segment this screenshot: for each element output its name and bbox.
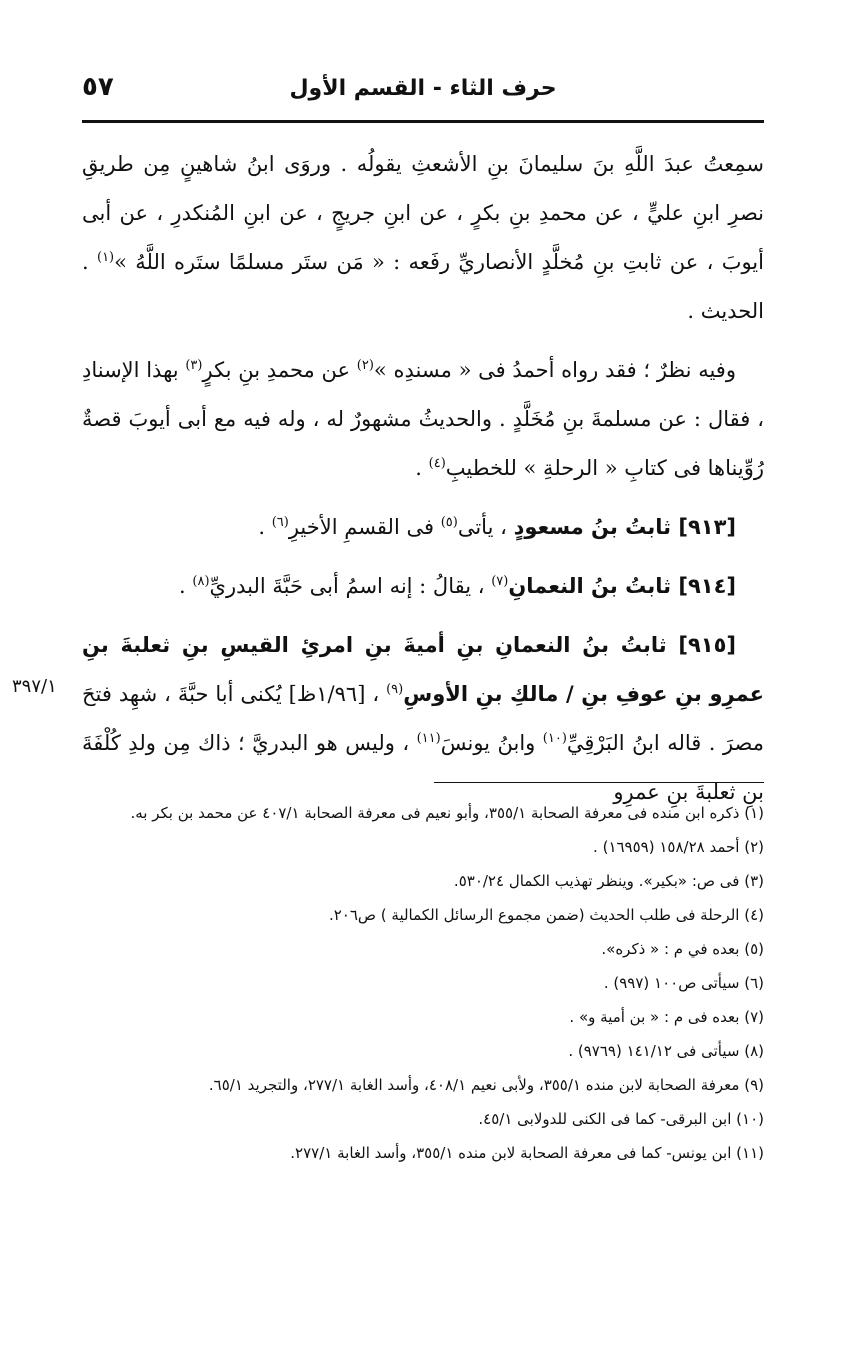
paragraph-1-text: سمِعتُ عبدَ اللَّهِ بنَ سليمانَ بنِ الأشعثِ يقولُه . وروَى ابنُ شاهينٍ مِن طريقِ نصرِ ابنِ عليٍّ ، عن محمدِ بنِ بكرٍ ، عن ابنِ جريجٍ ، عن ابنِ المُنكدرِ ، عن أبى أيوبَ ، عن ثابتِ بنِ مُخلَّدٍ الأنصاريِّ رفَعه : « مَن ستَر مسلمًا ستَره اللَّهُ » xyxy=(82,152,764,274)
entry-914-end: . xyxy=(179,574,193,598)
entry-915-text-c: ، وليس هو البدريَّ ؛ ذاك مِن ولدِ كُلْفَةَ بنِ ثعلبةَ بنِ عمرِو xyxy=(82,731,764,804)
footnote-ref-3: (٣) xyxy=(185,358,203,373)
footnotes xyxy=(82,796,764,1170)
paragraph-1-end: . الحديث . xyxy=(82,250,764,323)
entry-913-end: . xyxy=(258,515,272,539)
entry-915-text-b: وابنُ يونسَ xyxy=(440,731,543,755)
entry-914 xyxy=(82,562,764,611)
main-text xyxy=(82,140,764,817)
footnote-2: (٢) أحمد ١٥٨/٢٨ (١٦٩٥٩) . xyxy=(593,838,764,856)
paragraph-1 xyxy=(82,140,764,336)
footnote-11: (١١) ابن يونس- كما فى معرفة الصحابة لابن منده ٣٥٥/١، وأسد الغابة ٢٧٧/١. xyxy=(290,1144,764,1162)
footnote-1: (١) ذكره ابن منده فى معرفة الصحابة ٣٥٥/١، وأبو نعيم فى معرفة الصحابة ٤٠٧/١ عن محمد بن بكر به. xyxy=(130,804,764,822)
footnote-7: (٧) بعده فى م : « بن أمية و» . xyxy=(569,1008,764,1026)
running-title: حرف الثاء - القسم الأول xyxy=(289,76,557,101)
entry-915-title: [٩١٥] ثابتُ بنُ النعمانِ بنِ أميةَ بنِ امرئِ القيسِ بنِ ثعلبةَ بنِ عمرِو بنِ عوفِ بنِ / مالكِ بنِ الأوسِ xyxy=(82,633,764,706)
paragraph-2-text-c: بهذا الإسنادِ ، فقال : عن مسلمةَ بنِ مُخَلَّدٍ . والحديثُ مشهورٌ له ، وله فيه مع أبى أيوبَ قصةٌ رُوِّيناها فى كتابِ « الرحلةِ » للخطيبِ xyxy=(82,358,764,480)
footnote-ref-1: (١) xyxy=(96,250,115,265)
entry-913-title: [٩١٣] ثابتُ بنُ مسعودٍ xyxy=(513,515,736,539)
entry-915 xyxy=(82,621,764,817)
paragraph-2-text-a: وفيه نظرٌ ؛ فقد رواه أحمدُ فى « مسندِه » xyxy=(373,358,736,382)
footnote-10: (١٠) ابن البرقى- كما فى الكنى للدولابى ٤٥/١. xyxy=(478,1110,764,1128)
footnote-3: (٣) فى ص: «بكير». وينظر تهذيب الكمال ٥٣٠/٢٤. xyxy=(453,872,764,890)
footnote-5: (٥) بعده في م : « ذكره». xyxy=(601,940,764,958)
footnote-ref-7: (٧) xyxy=(491,574,509,589)
paragraph-2-text-b: عن محمدِ بنِ بكرٍ xyxy=(202,358,357,382)
entry-915-text-a: ، [١/٩٦ظ] يُكنى أبا حبَّةَ ، شهِد فتحَ مصرَ . قاله ابنُ البَرْقِيِّ xyxy=(82,682,764,755)
page-number: ٥٧ xyxy=(82,72,114,102)
footnote-ref-5: (٥) xyxy=(440,515,458,530)
footnote-8: (٨) سيأتى فى ١٤١/١٢ (٩٧٦٩) . xyxy=(568,1042,764,1060)
footnote-ref-4: (٤) xyxy=(428,456,446,471)
footnote-ref-8: (٨) xyxy=(192,574,210,589)
page-header xyxy=(82,70,764,123)
entry-913 xyxy=(82,503,764,552)
footnote-4: (٤) الرحلة فى طلب الحديث (ضمن مجموع الرسائل الكمالية ) ص٢٠٦. xyxy=(328,906,764,924)
footnote-6: (٦) سيأتى ص١٠٠ (٩٩٧) . xyxy=(603,974,764,992)
footnote-divider xyxy=(434,782,764,783)
footnote-ref-9: (٩) xyxy=(386,682,404,697)
margin-reference: ٣٩٧/١ xyxy=(12,676,57,697)
entry-914-text: ، يقالُ : إنه اسمُ أبى حَبَّةَ البدريِّ xyxy=(209,574,492,598)
paragraph-2-end: . xyxy=(415,456,429,480)
paragraph-2 xyxy=(82,346,764,493)
footnote-ref-10: (١٠) xyxy=(542,731,567,746)
footnote-ref-6: (٦) xyxy=(271,515,289,530)
entry-913-text-a: ، يأتى xyxy=(457,515,514,539)
footnote-ref-11: (١١) xyxy=(416,731,441,746)
footnote-ref-2: (٢) xyxy=(356,358,374,373)
footnote-9: (٩) معرفة الصحابة لابن منده ٣٥٥/١، ولأبى نعيم ٤٠٨/١، وأسد الغابة ٢٧٧/١، والتجريد ٦٥/١. xyxy=(208,1076,764,1094)
entry-914-title: [٩١٤] ثابتُ بنُ النعمانِ xyxy=(508,574,736,598)
entry-913-text-b: فى القسمِ الأخيرِ xyxy=(288,515,441,539)
